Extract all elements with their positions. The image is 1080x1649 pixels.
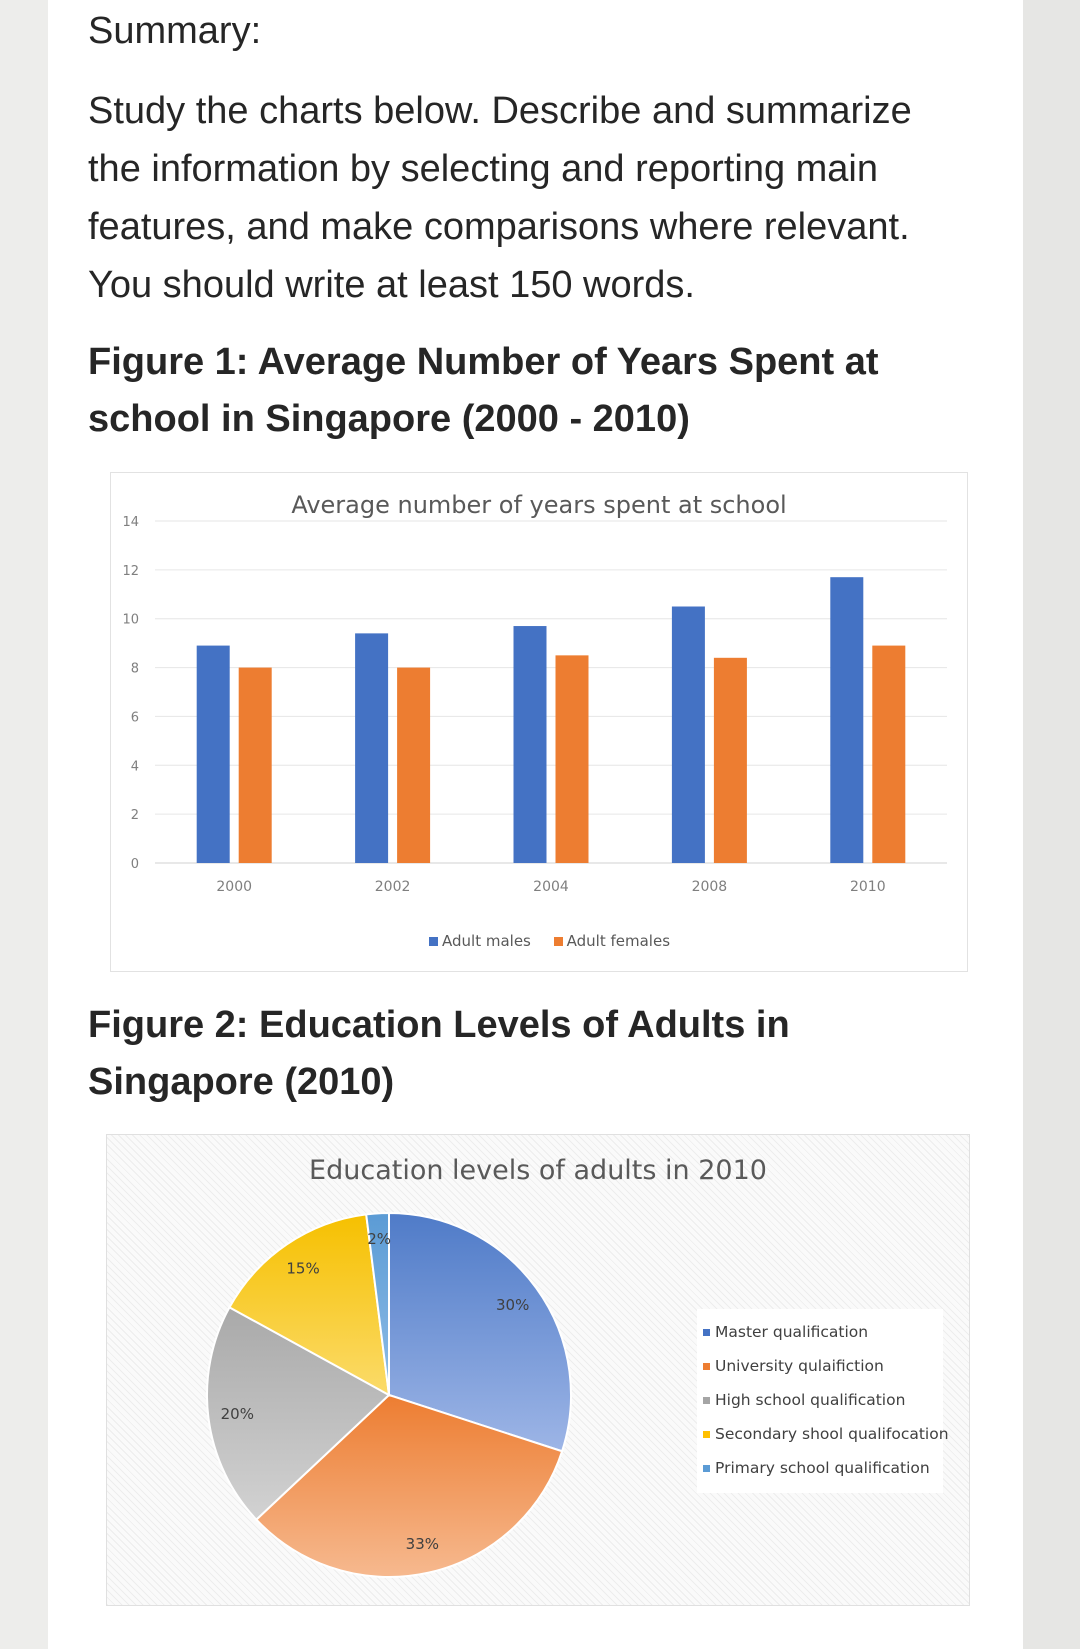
pie-legend-item-primary: [697, 1451, 943, 1485]
x-tick-label: 2008: [691, 879, 728, 895]
y-tick-label: 2: [130, 808, 139, 824]
bar-females: [397, 668, 430, 863]
bar-chart-legend: [429, 932, 670, 950]
right-gutter: [1023, 0, 1080, 1649]
y-tick-label: 14: [122, 515, 139, 530]
instructions-text: Study the charts below. Describe and summarize the information by selecting and reporting main features, and make comparisons where relevant. You should write at least 150 words.: [88, 90, 912, 306]
y-tick-label: 6: [130, 710, 139, 726]
bar-males: [830, 577, 863, 863]
bar-chart-title: Average number of years spent at school: [291, 491, 787, 519]
pie-legend-label-primary: Primary school qualification: [715, 1459, 930, 1477]
pie-value-label: 20%: [220, 1405, 254, 1424]
pie-chart-container: [106, 1134, 970, 1606]
figure-1-title: Figure 1: Average Number of Years Spent at school in Singapore (2000 - 2010): [88, 341, 879, 440]
pie-chart-plot: [107, 1135, 627, 1605]
legend-item-males: [429, 932, 531, 950]
legend-item-females: [554, 932, 670, 950]
x-tick-label: 2010: [849, 879, 886, 895]
bar-females: [872, 646, 905, 863]
pie-legend-swatch-primary: [703, 1465, 710, 1472]
x-tick-label: 2004: [533, 879, 569, 895]
pie-legend-label-university: University qulaifiction: [715, 1357, 884, 1375]
pie-chart-legend: [697, 1309, 949, 1493]
legend-label-males: Adult males: [442, 932, 531, 950]
figure-2-title: Figure 2: Education Levels of Adults in Singapore (2010): [88, 1004, 790, 1103]
bar-females: [556, 655, 589, 863]
bar-females: [714, 658, 747, 863]
pie-legend-label-master: Master qualification: [715, 1323, 869, 1341]
bar-males: [197, 646, 230, 863]
pie-legend-swatch-master: [703, 1329, 710, 1336]
y-tick-label: 12: [122, 563, 139, 579]
bar-males: [672, 607, 705, 864]
legend-swatch-males: [429, 937, 438, 946]
pie-legend-swatch-university: [703, 1363, 710, 1370]
bar-chart-container: [110, 472, 968, 972]
bar-males: [514, 626, 547, 863]
x-tick-label: 2002: [374, 879, 411, 895]
y-tick-label: 8: [130, 661, 139, 677]
pie-legend-label-high-school: High school qualification: [715, 1391, 906, 1409]
pie-chart-title: Education levels of adults in 2010: [309, 1155, 767, 1186]
y-tick-label: 4: [130, 759, 139, 775]
pie-legend-item-secondary: [697, 1417, 949, 1451]
pie-value-label: 15%: [286, 1259, 320, 1278]
pie-legend-label-secondary: Secondary shool qualifocation: [715, 1425, 949, 1443]
x-tick-label: 2000: [216, 879, 253, 895]
summary-heading: Summary:: [88, 10, 262, 52]
content-page: [48, 0, 1023, 1649]
pie-legend-item-university: [697, 1349, 943, 1383]
pie-legend-swatch-secondary: [703, 1431, 710, 1438]
pie-legend-item-high-school: [697, 1383, 943, 1417]
legend-swatch-females: [554, 937, 563, 946]
bar-males: [355, 633, 388, 863]
pie-value-label: 2%: [367, 1229, 392, 1248]
pie-value-label: 33%: [405, 1535, 440, 1554]
y-tick-label: 10: [122, 612, 139, 628]
pie-value-label: 30%: [496, 1296, 530, 1315]
pie-legend-swatch-high-school: [703, 1397, 710, 1404]
bar-chart-plot: [111, 473, 967, 971]
pie-legend-item-master: [697, 1315, 943, 1349]
y-tick-label: 0: [130, 857, 139, 872]
bar-females: [239, 668, 272, 863]
legend-label-females: Adult females: [566, 932, 671, 950]
